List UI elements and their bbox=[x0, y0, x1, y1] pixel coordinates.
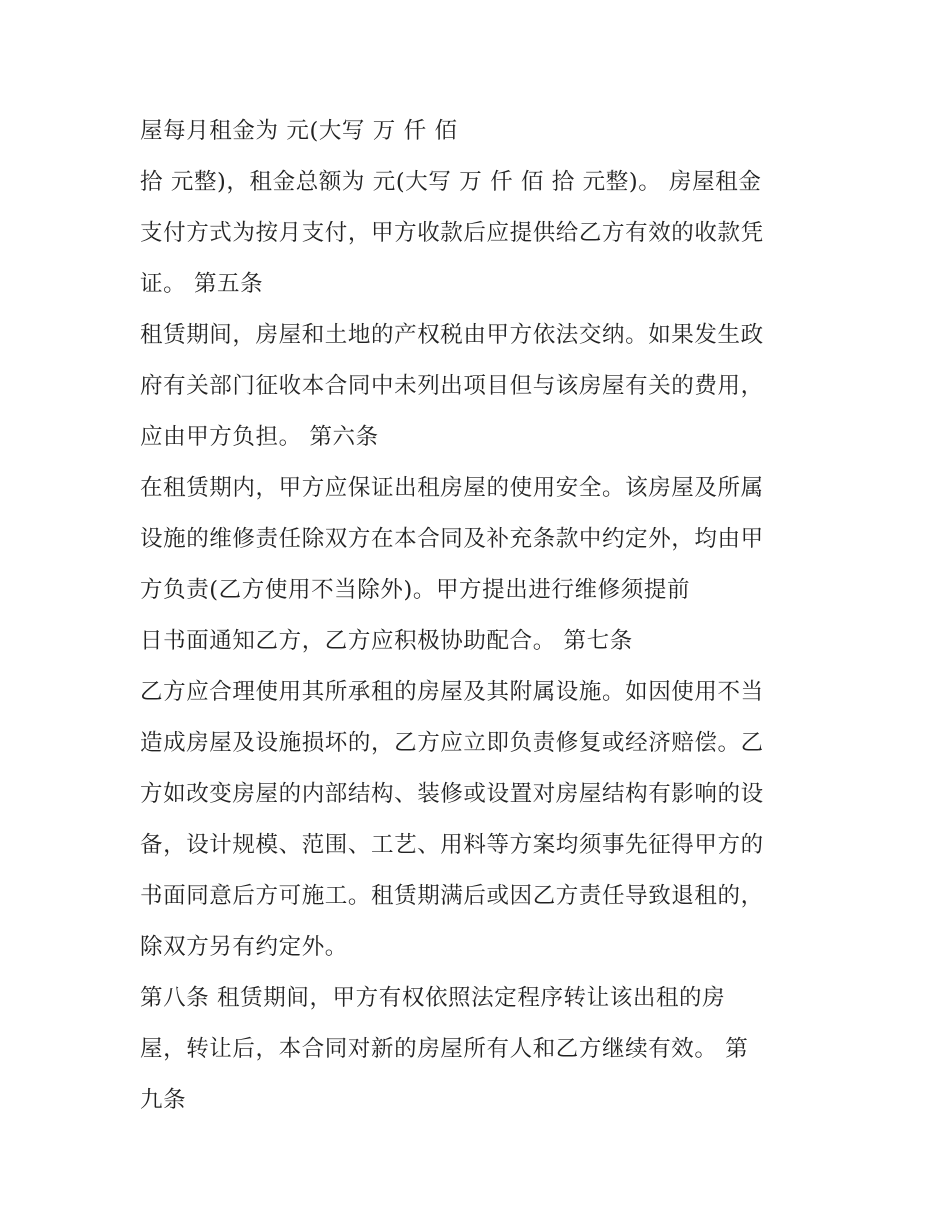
text-line-16: 书面同意后方可施工。租赁期满后或因乙方责任导致退租的， bbox=[140, 883, 764, 909]
text-line-6: 府有关部门征收本合同中未列出项目但与该房屋有关的费用， bbox=[140, 373, 764, 399]
text-line-20: 九条 bbox=[140, 1087, 187, 1113]
text-line-17: 除双方另有约定外。 bbox=[140, 934, 348, 960]
text-line-4: 证。 第五条 bbox=[140, 271, 264, 297]
text-line-1: 屋每月租金为 元(大写 万 仟 佰 bbox=[140, 118, 458, 144]
text-line-19: 屋，转让后，本合同对新的房屋所有人和乙方继续有效。 第 bbox=[140, 1036, 749, 1062]
text-line-8: 在租赁期内，甲方应保证出租房屋的使用安全。该房屋及所属 bbox=[140, 475, 764, 501]
text-line-13: 造成房屋及设施损坏的，乙方应立即负责修复或经济赔偿。乙 bbox=[140, 730, 764, 756]
text-line-12: 乙方应合理使用其所承租的房屋及其附属设施。如因使用不当 bbox=[140, 679, 764, 705]
text-line-2: 拾 元整)，租金总额为 元(大写 万 仟 佰 拾 元整)。 房屋租金 bbox=[140, 169, 762, 195]
text-line-10: 方负责(乙方使用不当除外)。甲方提出进行维修须提前 bbox=[140, 577, 691, 603]
text-line-11: 日书面通知乙方，乙方应积极协助配合。 第七条 bbox=[140, 628, 633, 654]
text-line-9: 设施的维修责任除双方在本合同及补充条款中约定外，均由甲 bbox=[140, 526, 764, 552]
text-line-7: 应由甲方负担。 第六条 bbox=[140, 424, 379, 450]
contract-text bbox=[140, 106, 830, 1126]
text-line-18: 第八条 租赁期间，甲方有权依照法定程序转让该出租的房 bbox=[140, 985, 726, 1011]
text-line-5: 租赁期间，房屋和土地的产权税由甲方依法交纳。如果发生政 bbox=[140, 322, 764, 348]
text-line-15: 备，设计规模、范围、工艺、用料等方案均须事先征得甲方的 bbox=[140, 832, 764, 858]
text-line-14: 方如改变房屋的内部结构、装修或设置对房屋结构有影响的设 bbox=[140, 781, 764, 807]
text-line-3: 支付方式为按月支付，甲方收款后应提供给乙方有效的收款凭 bbox=[140, 220, 764, 246]
